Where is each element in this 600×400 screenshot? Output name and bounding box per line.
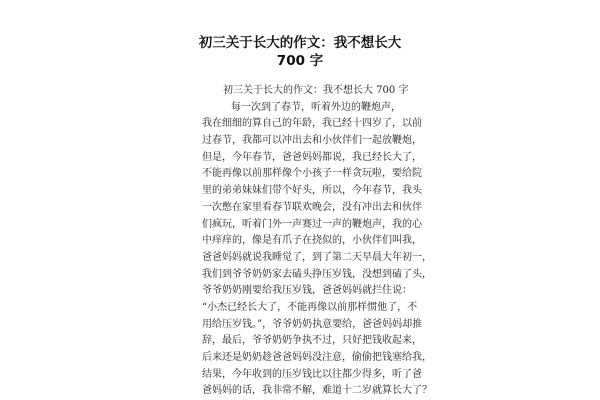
body-line: 爸爸妈妈就说我睡觉了，到了第二天早晨大年初一， — [202, 251, 432, 263]
body-line: 不能再像以前那样像个小孩子一样贪玩啦，要给院 — [202, 168, 422, 180]
body-line: 一次憋在家里看春节联欢晚会，没有冲出去和伙伴 — [202, 201, 422, 213]
body-line: 但是，今年春节，爸爸妈妈都说，我已经长大了， — [202, 151, 422, 163]
body-line: 爷爷奶奶刚要给我压岁钱，爸爸妈妈就拦住说： — [202, 285, 412, 297]
title-line: 700 字 — [276, 53, 324, 69]
body-line: 每一次到了春节，听着外边的鞭炮声， — [231, 101, 401, 113]
document-title — [150, 34, 450, 70]
body-line: 里的弟弟妹妹们带个好头，所以，今年春节，我头 — [202, 185, 422, 197]
body-subtitle-line: 初三关于长大的作文：我不想长大 700 字 — [223, 85, 409, 96]
body-line: 用给压岁钱。”，爷爷奶奶执意要给，爸爸妈妈却推 — [202, 318, 423, 330]
body-line: 爸妈妈的话，我非常不解，难道十二岁就算长大了？ — [202, 385, 432, 397]
body-line: 过春节，我都可以冲出去和小伙伴们一起放鞭炮， — [202, 135, 422, 147]
body-line: 结果，今年收到的压岁钱比以往都少得多，听了爸 — [202, 368, 422, 380]
body-line: 们疯玩，听着门外一声赛过一声的鞭炮声，我的心 — [202, 218, 422, 230]
document-body — [202, 83, 432, 400]
body-line: “小杰已经长大了，不能再像以前那样惯他了，不 — [202, 301, 418, 313]
body-line: 我在细细的算自己的年龄，我已经十四岁了，以前 — [202, 118, 422, 130]
body-line: 我们到爷爷奶奶家去磕头挣压岁钱，没想到磕了头， — [202, 268, 432, 280]
body-line: 辞，最后，爷爷奶奶争执不过，只好把钱收起来， — [202, 335, 422, 347]
body-line: 中痒痒的，像是有爪子在挠似的，小伙伴们叫我， — [202, 235, 422, 247]
title-line: 初三关于长大的作文：我不想长大 — [198, 35, 402, 51]
body-line: 后来还是奶奶趁爸爸妈妈没注意，偷偷把钱塞给我， — [202, 352, 432, 363]
